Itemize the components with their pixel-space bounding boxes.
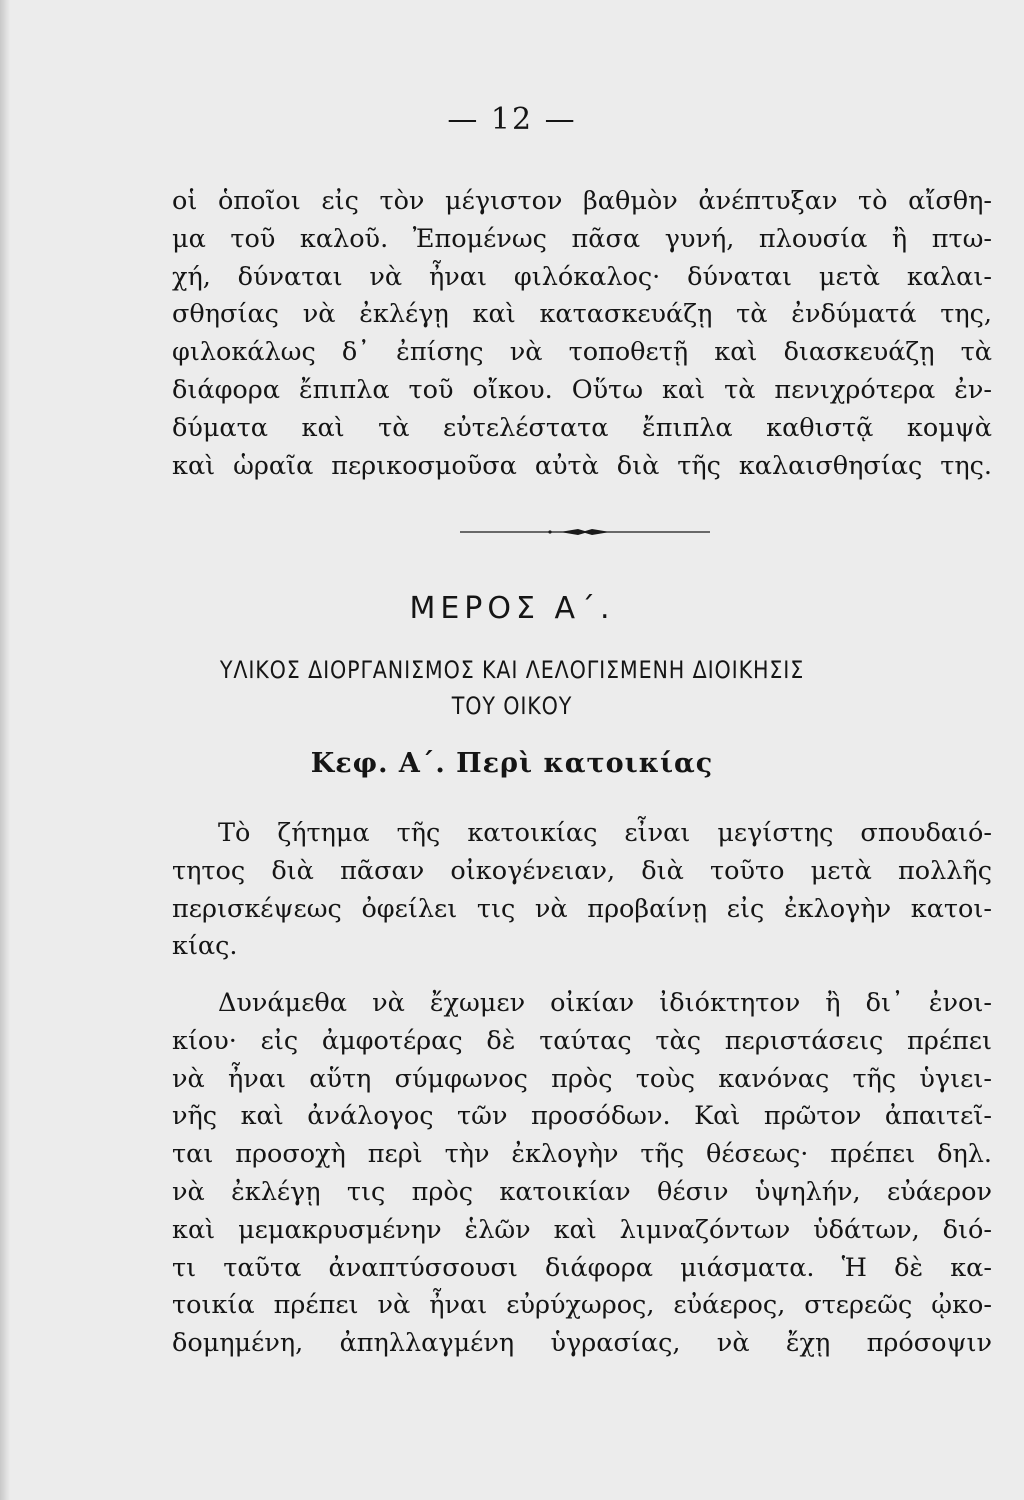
text-line: τι ταῦτα ἀναπτύσσουσι διάφορα μιάσματα. Ἡ δὲ κα-	[172, 1252, 992, 1283]
text-line: ται προσοχὴ περὶ τὴν ἐκλογὴν τῆς θέσεως· πρέπει δηλ.	[172, 1139, 992, 1170]
text-line: νὰ ἐκλέγῃ τις πρὸς κατοικίαν θέσιν ὑψηλήν, εὐάερον	[172, 1176, 992, 1207]
intro-paragraph	[172, 183, 992, 485]
ornamental-divider	[460, 528, 710, 536]
part-title: ΜΕΡΟΣ Α΄.	[409, 591, 615, 626]
paragraph-2	[172, 985, 992, 1363]
text-line: Δυνάμεθα νὰ ἔχωμεν οἰκίαν ἰδιόκτητον ἢ δι᾽ ἐνοι-	[218, 988, 992, 1018]
text-line: τητος διὰ πᾶσαν οἰκογένειαν, διὰ τοῦτο μετὰ πολλῆς	[172, 855, 992, 886]
text-line: διάφορα ἔπιπλα τοῦ οἴκου. Οὕτω καὶ τὰ πενιχρότερα ἐν-	[172, 374, 992, 405]
section-title-line-2: ΤΟΥ ΟΙΚΟΥ	[451, 692, 573, 720]
text-line: καὶ μεμακρυσμένην ἑλῶν καὶ λιμναζόντων ὑδάτων, διό-	[172, 1214, 992, 1245]
text-line: νῆς καὶ ἀνάλογος τῶν προσόδων. Καὶ πρῶτον ἀπαιτεῖ-	[172, 1101, 992, 1132]
text-line: χή, δύναται νὰ ἦναι φιλόκαλος· δύναται μετὰ καλαι-	[172, 261, 992, 292]
text-line: περισκέψεως ὀφείλει τις νὰ προβαίνῃ εἰς ἐκλογὴν κατοι-	[172, 893, 992, 924]
text-line: δύματα καὶ τὰ εὐτελέστατα ἔπιπλα καθιστᾷ κομψὰ	[172, 412, 992, 443]
text-line: δομημένη, ἀπηλλαγμένη ὑγρασίας, νὰ ἔχῃ πρόσοψιν	[172, 1328, 992, 1359]
section-title-line-1: ΥΛΙΚΟΣ ΔΙΟΡΓΑΝΙΣΜΟΣ ΚΑΙ ΛΕΛΟΓΙΣΜΕΝΗ ΔΙΟΙΚΗΣΙΣ	[219, 656, 805, 684]
text-line: κίας.	[172, 931, 238, 962]
chapter-title: Κεφ. Α΄. Περὶ κατοικίας	[310, 748, 714, 779]
text-line: φιλοκάλως δ᾽ ἐπίσης νὰ τοποθετῇ καὶ διασκευάζῃ τὰ	[172, 337, 992, 368]
text-line: μα τοῦ καλοῦ. Ἐπομένως πᾶσα γυνή, πλουσία ἢ πτω-	[172, 223, 992, 254]
text-line: τοικία πρέπει νὰ ἦναι εὐρύχωρος, εὐάερος, στερεῶς ᾠκο-	[172, 1290, 992, 1321]
text-line: Τὸ ζήτημα τῆς κατοικίας εἶναι μεγίστης σπουδαιό-	[218, 818, 992, 848]
text-line: οἱ ὁποῖοι εἰς τὸν μέγιστον βαθμὸν ἀνέπτυξαν τὸ αἴσθη-	[172, 186, 992, 216]
text-line: σθησίας νὰ ἐκλέγῃ καὶ κατασκευάζῃ τὰ ἐνδύματά της,	[172, 299, 992, 330]
text-line: νὰ ἦναι αὕτη σύμφωνος πρὸς τοὺς κανόνας τῆς ὑγιει-	[172, 1063, 992, 1094]
paragraph-1	[172, 815, 992, 966]
text-line: καὶ ὡραῖα περικοσμοῦσα αὐτὰ διὰ τῆς καλαισθησίας της.	[172, 450, 992, 481]
text-line: κίου· εἰς ἀμφοτέρας δὲ ταύτας τὰς περιστάσεις πρέπει	[172, 1025, 992, 1056]
page-number: — 12 —	[447, 102, 577, 137]
